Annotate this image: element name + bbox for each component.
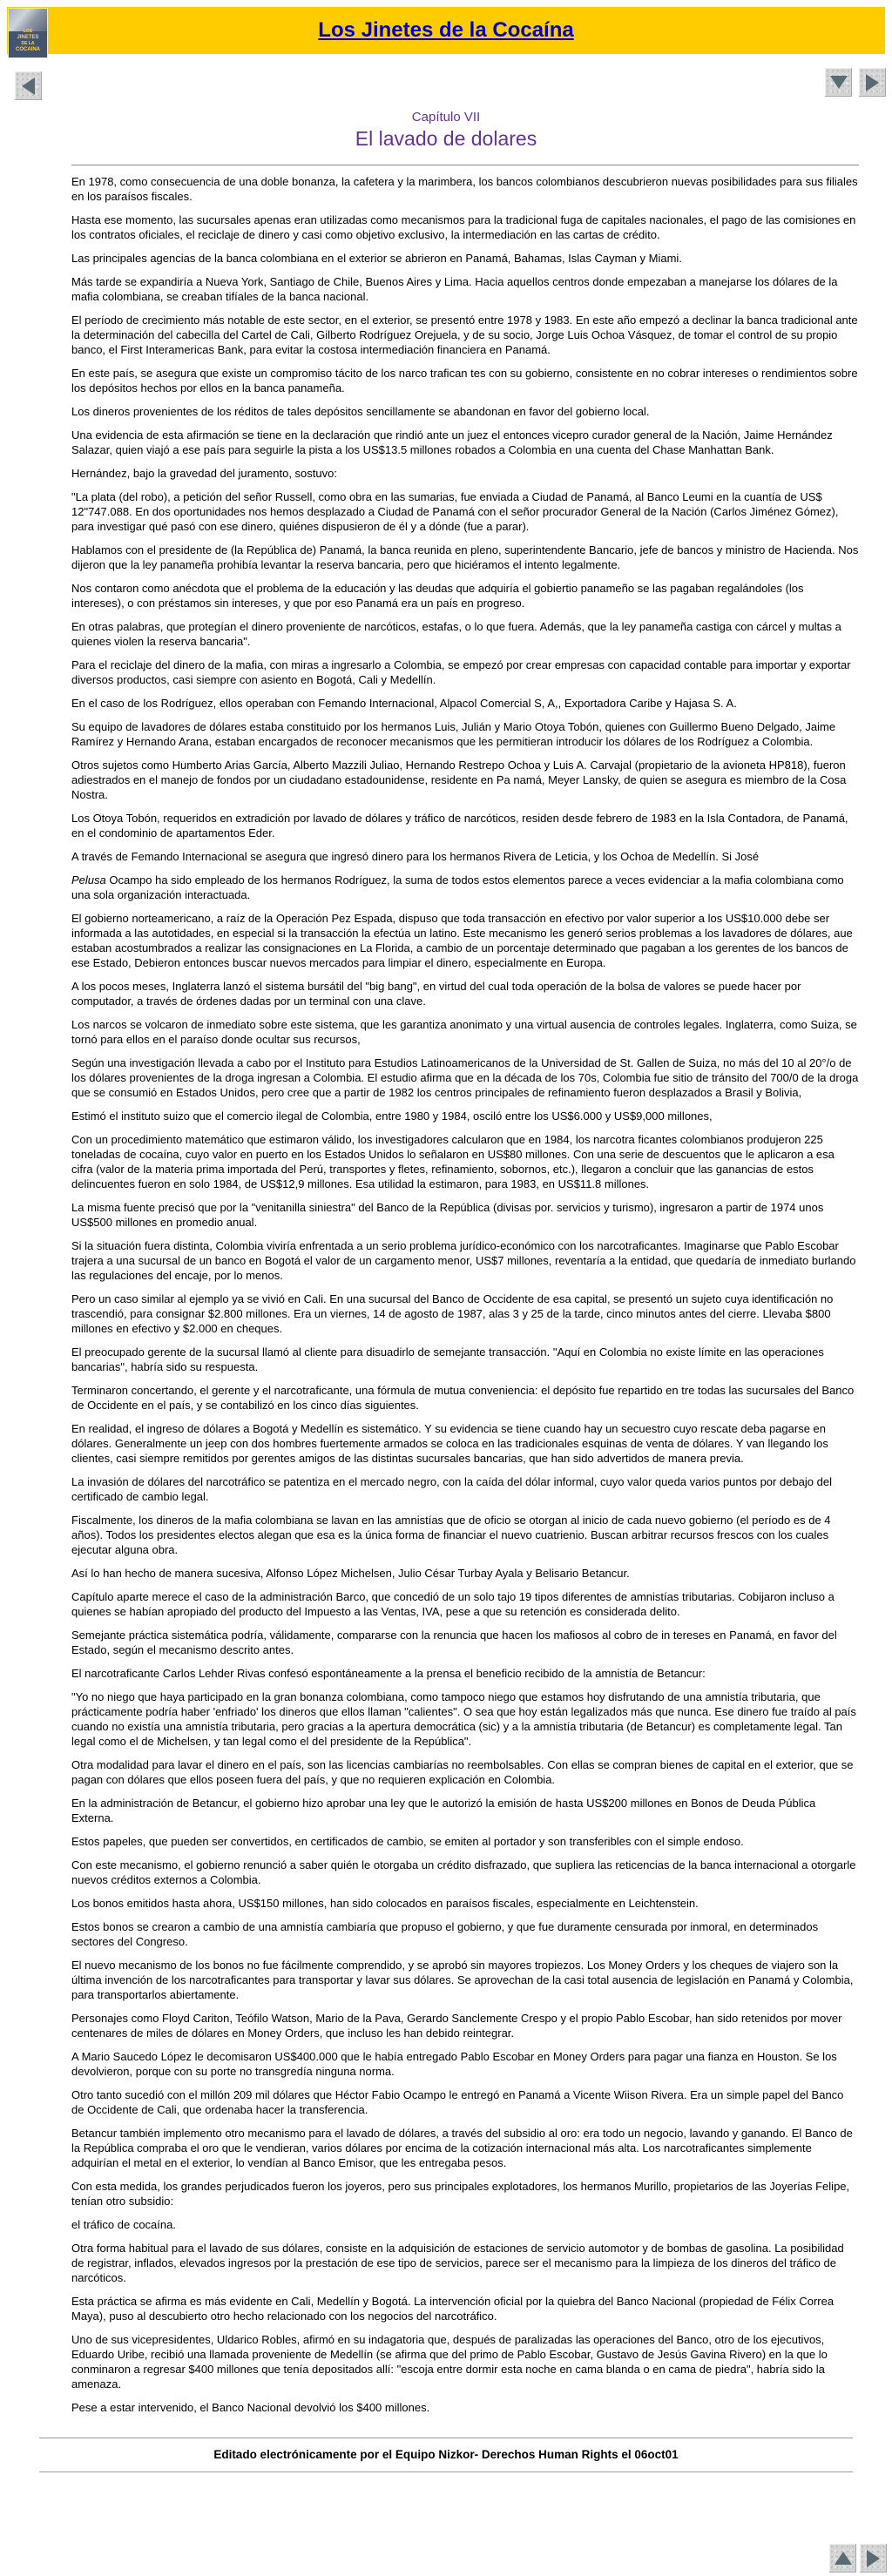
paragraph: A los pocos meses, Inglaterra lanzó el sistema bursátil del "big bang", en virtud del cual toda operación de la bolsa de valores se puede hacer por computador, a través de órdenes dadas por un terminal con una clave. (71, 980, 801, 1008)
paragraph: Estos papeles, que pueden ser convertidos, en certificados de cambio, se emiten al portador y son transferibles con el simple endoso. (71, 1835, 744, 1848)
paragraph: En la administración de Betancur, el gobierno hizo aprobar una ley que le autorizó la emisión de hasta US$200 millones en Bonos de Deuda Pública Externa. (71, 1797, 816, 1824)
nav-top-right-group (825, 68, 886, 97)
title-banner (7, 7, 885, 54)
footer-credit: Editado electrónicamente por el Equipo Nizkor- Derechos Human Rights el 06oct01 (213, 2448, 679, 2461)
paragraph: Pelusa Ocampo ha sido empleado de los hermanos Rodríguez, la suma de todos estos elementos parece a veces evidenciar a la mafia colombiana como una sola organización interactuada. (71, 873, 844, 901)
page-footer (39, 2438, 853, 2472)
paragraph: Betancur también implemento otro mecanismo para el lavado de dólares, a través del subsidio al oro: era todo un negocio, lavando y ganando. El Banco de la República compraba el oro que le vendieran, varios dólares por encima de la cotización internacional más alta. Los narcotraficantes simplemente adquirían el metal en el exterior, lo vendían al Banco Emisor, que les entregaba pesos. (71, 2127, 853, 2169)
chapter-body (71, 174, 859, 2415)
nav-page-top-button[interactable] (829, 2544, 856, 2573)
paragraph: "Yo no niego que haya participado en la gran bonanza colombiana, como tampoco niego que estamos hoy disfrutando de una amnistía tributaria, que prácticamente podría haber 'enfriado' los dineros que ellos llaman "calientes". O sea que hoy están legalizados más que nunca. Ese dinero fue traído al país cuando no existía una amnistía tributaria, pero gracias a la apertura democrática (sic) y a la amnistía tributaria (de Betancur) es completamente legal. Tan legal como el de Michelsen, y tan legal como el del presidente de la República". (71, 1690, 856, 1748)
paragraph: El nuevo mecanismo de los bonos no fue fácilmente comprendido, y se aprobó sin mayores tropiezos. Los Money Orders y los cheques de viajero son la última invención de los narcotraficantes para transportar y lavar sus dólares. Se aprovechan de la casi total ausencia de legislación en Panamá y Colombia, para transportarlos abiertamente. (71, 1959, 854, 2001)
paragraph: Hernández, bajo la gravedad del juramento, sostuvo: (71, 467, 337, 480)
up-arrow-icon (835, 2552, 852, 2565)
paragraph: Pero un caso similar al ejemplo ya se vivió en Cali. En una sucursal del Banco de Occidente de esa capital, se presentó un sujeto cuya identificación no trascendió, para consignar $2.800 millones. Era un viernes, 14 de agosto de 1987, alas 3 y 25 de la tarde, cinco minutos antes del cierre. Llevaba $800 millones en efectivo y $2.000 en cheques. (71, 1292, 834, 1335)
paragraph: Personajes como Floyd Cariton, Teófilo Watson, Mario de la Pava, Gerardo Sanclemente Crespo y el propio Pablo Escobar, han sido retenidos por mover centenares de miles de dólares en Money Orders, que incluso les han debido reintegrar. (71, 2012, 842, 2040)
paragraph: Fiscalmente, los dineros de la mafia colombiana se lavan en las amnistías que de oficio se otorgan al inicio de cada nuevo gobierno (el período es de 4 años). Todos los presidentes electos alegan que esa es la única forma de financiar el nuevo cuatrienio. Buscan arbitrar recursos frescos con los cuales ejecutar alguna obra. (71, 1514, 831, 1556)
paragraph: En realidad, el ingreso de dólares a Bogotá y Medellín es sistemático. Y su evidencia se tiene cuando hay un secuestro cuyo rescate deba pagarse en dólares. Generalmente un jeep con dos hombres fuertemente armados se coloca en las tradicionales esquinas de venta de dólares. Y van llegando los clientes, casi siempre remitidos por gerentes amigos de las distintas sucursales bancarias, que han sido advertidos de manera previa. (71, 1422, 828, 1465)
chapter-number: Capítulo VII (411, 110, 481, 125)
paragraph: Las principales agencias de la banca colombiana en el exterior se abrieron en Panamá, Bahamas, Islas Cayman y Miami. (71, 252, 682, 265)
book-cover-image (9, 9, 47, 57)
cover-line: JINETES (17, 35, 39, 40)
paragraph: Con este mecanismo, el gobierno renunció a saber quién le otorgaba un crédito disfrazado, que supliera las reticencias de la banca internacional a otorgarle nuevos créditos externos a Colombia. (71, 1858, 856, 1886)
paragraph: Con un procedimiento matemático que estimaron válido, los investigadores calcularon que en 1984, los narcotra ficantes colombianos produjeron 225 toneladas de cocaína, cuyo valor en puerto en los Estados Unidos lo señalaron en US$80 millones. Con una serie de descuentos que le aplicaron a esa cifra (valor de la materia prima importada del Perú, transportes y fletes, refinamiento, sobornos, etc.), llegaron a concluir que las ganancias de estos delincuentes fueron en solo 1984, de US$12,9 millones. Esa utilidad la estimaron, para 1983, en US$11.8 millones. (71, 1133, 835, 1190)
paragraph: Así lo han hecho de manera sucesiva, Alfonso López Michelsen, Julio César Turbay Ayala y Belisario Betancur. (71, 1567, 630, 1580)
paragraph: La misma fuente precisó que por la "venitanilla siniestra" del Banco de la República (divisas por. servicios y turismo), ingresaron a partir de 1974 unos US$500 millones en promedio anual. (71, 1201, 824, 1229)
paragraph: El narcotraficante Carlos Lehder Rivas confesó espontáneamente a la prensa el beneficio recibido de la amnistía de Betancur: (71, 1667, 706, 1680)
italic-lead: Pelusa (71, 873, 106, 887)
paragraph: Capítulo aparte merece el caso de la administración Barco, que concedió de un solo tajo 19 tipos diferentes de amnistías tributarias. Cobijaron incluso a quienes se habían apropiado del producto del Impuesto a las Ventas, IVA, pese a que su retención es considerada delito. (71, 1590, 835, 1618)
paragraph: En otras palabras, que protegían el dinero proveniente de narcóticos, estafas, o lo que fuera. Además, que la ley panameña castiga con cárcel y multas a quienes violen la reserva bancaria". (71, 620, 841, 648)
paragraph: Pese a estar intervenido, el Banco Nacional devolvió los $400 millones. (71, 2401, 430, 2414)
paragraph: Si la situación fuera distinta, Colombia viviría enfrentada a un serio problema jurídico-económico con los narcotraficantes. Imaginarse que Pablo Escobar trajera a una sucursal de un banco en Bogotá el valor de un cargamento menor, US$7 millones, reventaría a la entidad, que quedaría de inmediato burlando las regulaciones del encaje, por lo menos. (71, 1239, 856, 1282)
paragraph: Terminaron concertando, el gerente y el narcotraficante, una fórmula de mutua conveniencia: el depósito fue repartido en tre todas las sucursales del Banco de Occidente en el país, y se contabilizó en los cinco días siguientes. (71, 1384, 855, 1412)
paragraph: Otra modalidad para lavar el dinero en el país, son las licencias cambiarías no reembolsables. Con ellas se compran bienes de capital en el exterior, que se pagan con dólares que ellos poseen fuera del país, y que no requieren explicación en Colombia. (71, 1758, 854, 1786)
nav-next-bottom-button[interactable] (860, 2544, 887, 2573)
cover-line: COCAINA (16, 47, 40, 52)
paragraph: A Mario Saucedo López le decomisaron US$400.000 que le había entregado Pablo Escobar en Money Orders para pagar una fianza en Houston. Se los devolvieron, porque con su porte no transgredía ninguna norma. (71, 2050, 837, 2078)
paragraph: A través de Femando Internacional se asegura que ingresó dinero para los hermanos Rivera de Leticia, y los Ochoa de Medellín. Si José (71, 850, 760, 863)
paragraph: Los narcos se volcaron de inmediato sobre este sistema, que les garantiza anonimato y una virtual ausencia de controles legales. Inglaterra, como Suiza, se tornó para ellos en el paraíso donde ocultar sus recursos, (71, 1018, 857, 1046)
paragraph: Otro tanto sucedió con el millón 209 mil dólares que Héctor Fabio Ocampo le entregó en Panamá a Vicente Wiison Rivera. Era un simple papel del Banco de Occidente de Cali, que ordenaba hacer la transferencia. (71, 2088, 844, 2116)
paragraph: El gobierno norteamericano, a raíz de la Operación Pez Espada, dispuso que toda transacción en efectivo por valor superior a los US$10.000 debe ser informada a las autotidades, en especial si la transacción la efectúa un latino. Este mecanismo les generó serios problemas a los lavadores de dólares, aue estaban acostumbrados a realizar las consignaciones en La Florida, a cambio de un porcentaje determinado que pagaban a los gerentes de los bancos de ese Estado, Debieron entonces buscar nuevos mercados para limpiar el dinero, especialmente en Europa. (71, 912, 853, 969)
nav-previous-button[interactable] (15, 71, 42, 100)
footer-divider-bottom (39, 2471, 853, 2472)
nav-page-bottom-button[interactable] (825, 68, 852, 97)
paragraph: El preocupado gerente de la sucursal llamó al cliente para disuadirlo de semejante transacción. "Aquí en Colombia no existe límite en las operaciones bancarias", habría sido su respuesta. (71, 1345, 824, 1373)
paragraph: Los bonos emitidos hasta ahora, US$150 millones, han sido colocados en paraísos fiscales, especialmente en Leichtenstein. (71, 1897, 699, 1910)
nav-bottom-right-group (829, 2544, 887, 2573)
book-cover-text (9, 29, 47, 53)
paragraph: Hablamos con el presidente de (la República de) Panamá, la banca reunida en pleno, superintendente Bancario, jefe de bancos y ministro de Hacienda. Nos dijeron que la ley panameña prohibía levantar la reserva bancaria, pero que hiciéramos el intento legalmente. (71, 543, 859, 571)
right-arrow-icon (866, 74, 879, 91)
right-arrow-icon (867, 2550, 880, 2567)
paragraph: Los dineros provenientes de los réditos de tales depósitos sencillamente se abandonan en favor del gobierno local. (71, 405, 650, 418)
paragraph: "La plata (del robo), a petición del señor Russell, como obra en las sumarias, fue enviada a Ciudad de Panamá, al Banco Leumi en la cuantía de US$ 12"747.088. En dos oportunidades nos hemos desplazado a Ciudad de Panamá con el señor procurador General de la Nación (Carlos Jiménez Gómez), para investigar qué pasó con ese dinero, quiénes dispusieron de él y a dónde (fue a parar). (71, 490, 839, 533)
paragraph: Estos bonos se crearon a cambio de una amnistía cambiaría que propuso el gobierno, y que fue duramente censurada por inmoral, en determinados sectores del Congreso. (71, 1920, 819, 1948)
paragraph: Nos contaron como anécdota que el problema de la educación y las deudas que adquiría el gobiertio panameño se las pagaban regalándoles (los intereses), o con préstamos sin intereses, y que por eso Panamá era un país en progreso. (71, 582, 804, 610)
down-arrow-icon (830, 76, 848, 89)
left-arrow-icon (22, 78, 35, 95)
paragraph: En este país, se asegura que existe un compromiso tácito de los narco trafican tes con su gobierno, consistente en no cobrar intereses o rendimientos sobre los depósitos hechos por ellos en la banca panameña. (71, 367, 858, 394)
paragraph: Esta práctica se afirma es más evidente en Cali, Medellín y Bogotá. La intervención oficial por la quiebra del Banco Nacional (propiedad de Félix Correa Maya), puso al descubierto otro hecho relacionado con los negocios del narcotráfico. (71, 2295, 835, 2323)
paragraph: Para el reciclaje del dinero de la mafia, con miras a ingresarlo a Colombia, se empezó por crear empresas con capacidad contable para importar y exportar diversos productos, casi siempre con asiento en Bogotá, Cali y Medellín. (71, 658, 851, 686)
paragraph: En 1978, como consecuencia de una doble bonanza, la cafetera y la marimbera, los bancos colombianos descubrieron nuevas posibilidades para sus filiales en los paraísos fiscales. (71, 175, 858, 203)
paragraph: Otros sujetos como Humberto Arias García, Alberto Mazzili Juliao, Hernando Restrepo Ochoa y Luis A. Carvajal (propietario de la avioneta HP818), fueron adiestrados en el manejo de fondos por un ciudadano estadounidense, residente en Pa namá, Meyer Lansky, de quien se asegura es miembro de la Cosa Nostra. (71, 759, 847, 801)
paragraph: Con esta medida, los grandes perjudicados fueron los joyeros, pero sus principales explotadores, los hermanos Murillo, propietarios de las Joyerías Felipe, tenían otro subsidio: (71, 2180, 850, 2208)
paragraph: En el caso de los Rodríguez, ellos operaban con Femando Internacional, Alpacol Comercial S, A,, Exportadora Caribe y Hajasa S. A. (71, 697, 737, 710)
paragraph: Su equipo de lavadores de dólares estaba constituido por los hermanos Luis, Julián y Mario Otoya Tobón, quienes con Guillermo Bueno Delgado, Jaime Ramírez y Hernando Arana, estaban encargados de reconocer mecanismos que les permitieran introducir los dólares de los Rodríguez a Colombia. (71, 720, 836, 748)
paragraph: El período de crecimiento más notable de este sector, en el exterior, se presentó entre 1978 y 1983. En este año empezó a declinar la banca tradicional ante la determinación del cabecilla del Cartel de Cali, Gilberto Rodríguez Orejuela, y de su socio, Jorge Luis Ochoa Vásquez, de tomar el control de su propio banco, el First Interamericas Bank, para evitar la costosa intermediación financiera en Panamá. (71, 314, 858, 356)
paragraph: Estimó el instituto suizo que el comercio ilegal de Colombia, entre 1980 y 1984, osciló entre los US$6.000 y US$9,000 millones, (71, 1109, 713, 1123)
paragraph: Otra forma habitual para el lavado de sus dólares, consiste en la adquisición de estaciones de servicio automotor y de bombas de gasolina. La posibilidad de registrar, inflados, elevados ingresos por la prestación de ese tipo de servicios, parece ser el mecanismo para la limpieza de los dineros del tráfico de narcóticos. (71, 2242, 844, 2284)
chapter-title: El lavado de dolares (355, 127, 537, 150)
nav-next-button[interactable] (859, 68, 886, 97)
paragraph: Semejante práctica sistemática podría, válidamente, compararse con la renuncia que hacen los mafiosos al cobro de in tereses en Panamá, en favor del Estado, según el mecanismo descrito antes. (71, 1629, 837, 1656)
paragraph: Los Otoya Tobón, requeridos en extradición por lavado de dólares y tráfico de narcóticos, residen desde febrero de 1983 en la Isla Contadora, de Panamá, en el condominio de apartamentos Eder. (71, 812, 848, 840)
paragraph: Una evidencia de esta afirmación se tiene en la declaración que rindió ante un juez el entonces vicepro curador general de la Nación, Jaime Hernández Salazar, quien viajó a ese país para seguirle la pista a los US$13.5 millones robados a Colombia en una cuenta del Chase Manhattan Bank. (71, 428, 833, 456)
paragraph: Más tarde se expandiría a Nueva York, Santiago de Chile, Buenos Aires y Lima. Hacia aquellos centros donde empezaban a manejarse los dólares de la mafia colombiana, se creaban tifíales de la banca nacional. (71, 275, 838, 303)
paragraph: el tráfico de cocaína. (71, 2218, 176, 2231)
paragraph: Uno de sus vicepresidentes, Uldarico Robles, afirmó en su indagatoria que, después de paralizadas las operaciones del Banco, otro de los ejecutivos, Eduardo Uribe, recibió una llamada proveniente de Medellín (se afirma que del primo de Pablo Escobar, Gustavo de Jesús Gavina Rivero) en la que lo conminaron a regresar $400 millones que tenía depositados allí: "escoja entre dormir esta noche en cama blanda o en cama de piedra", habría sido la amenaza. (71, 2333, 828, 2391)
paragraph: Hasta ese momento, las sucursales apenas eran utilizadas como mecanismos para la tradicional fuga de capitales nacionales, el pago de las comisiones en los contratos oficiales, el reciclaje de dinero y casi como objetivo exclusivo, la intermediación en las cartas de crédito. (71, 213, 856, 241)
paragraph: La invasión de dólares del narcotráfico se patentiza en el mercado negro, con la caída del dólar informal, cuyo valor queda varios puntos por debajo del certificado de cambio legal. (71, 1475, 832, 1503)
cover-line: DE LA (21, 41, 35, 46)
chapter-heading (0, 110, 892, 151)
cover-line: LOS (23, 29, 33, 34)
book-title-link[interactable]: Los Jinetes de la Cocaína (318, 18, 574, 42)
paragraph: Según una investigación llevada a cabo por el Instituto para Estudios Latinoamericanos de la Universidad de St. Gallen de Suiza, no más del 10 al 20°/o de los dólares provenientes de la droga ingresan a Colombia. El estudio afirma que en la década de los 70s, Colombia fue sitio de tránsito del 700/0 de la droga que se consumió en Estados Unidos, pero cree que a partir de 1982 los centros principales de refinamiento fueron desplazados a Brasil y Bolivia, (71, 1056, 859, 1099)
